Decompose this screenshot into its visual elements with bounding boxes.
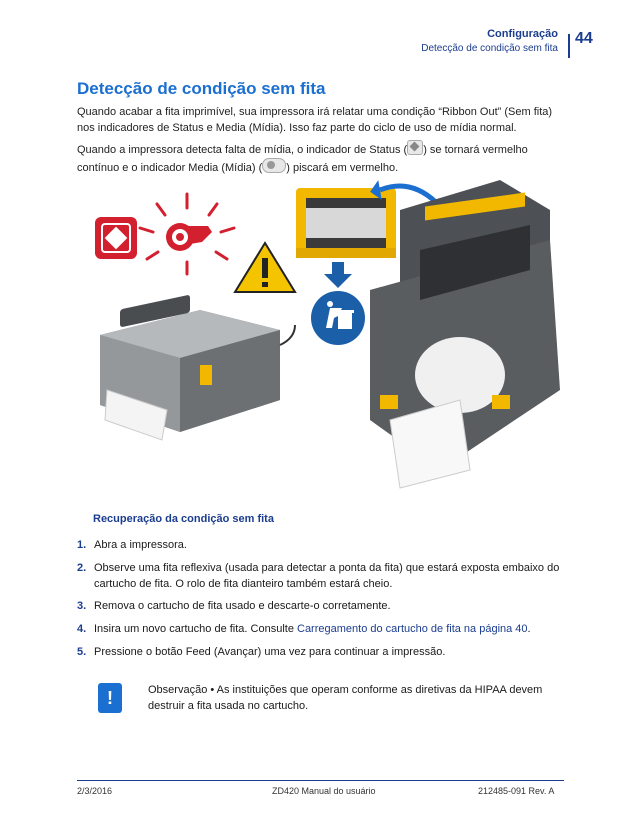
open-printer	[370, 180, 560, 488]
header-subsection: Detecção de condição sem fita	[421, 43, 558, 54]
step-text-b: .	[527, 623, 531, 635]
list-item	[77, 598, 567, 614]
list-item	[77, 621, 567, 637]
recovery-heading: Recuperação da condição sem fita	[93, 513, 274, 525]
step-number: 2.	[77, 562, 87, 574]
status-error-icon	[95, 217, 137, 259]
header-divider	[568, 34, 570, 58]
intro-p2-part-a: Quando a impressora detecta falta de mídia, o indicador de Status (	[77, 144, 408, 156]
intro-p2-part-b: ) se tornará vermelho contínuo e o indicador Media (Mídia) (	[77, 144, 528, 174]
list-item	[77, 644, 567, 660]
note-text: Observação • As instituições que operam conforme as diretivas da HIPAA devem destruir a fita usada no cartucho.	[148, 684, 543, 712]
step-number: 1.	[77, 539, 87, 551]
step-text: Observe uma fita reflexiva (usada para detectar a ponta da fita) que estará exposta embaixo do cartucho de fita. O rolo de fita dianteiro também estará cheio.	[94, 562, 560, 590]
list-item	[77, 537, 567, 553]
step-number: 4.	[77, 623, 87, 635]
media-flashing-icon	[140, 194, 234, 274]
status-indicator-icon	[407, 140, 423, 155]
footer-part-number: 212485-091 Rev. A	[478, 786, 555, 796]
cartridge-loading-link[interactable]: Carregamento do cartucho de fita na página 40	[297, 623, 528, 635]
warning-icon	[235, 243, 295, 292]
list-item	[77, 560, 567, 592]
step-text-a: Insira um novo cartucho de fita. Consulte	[94, 623, 297, 635]
trash-disposal-icon	[311, 291, 365, 345]
step-text: Abra a impressora.	[94, 539, 187, 551]
step-number: 5.	[77, 646, 87, 658]
step-text: Remova o cartucho de fita usado e descarte-o corretamente.	[94, 600, 391, 612]
step-text	[94, 621, 564, 637]
closed-printer	[100, 295, 295, 440]
page-title: Detecção de condição sem fita	[77, 79, 326, 98]
page-number: 44	[575, 30, 593, 47]
header-section: Configuração	[487, 28, 558, 40]
step-text: Pressione o botão Feed (Avançar) uma vez para continuar a impressão.	[94, 646, 446, 658]
intro-paragraph-1: Quando acabar a fita imprimível, sua impressora irá relatar uma condição “Ribbon Out” (Sem fita) nos indicadores de Status e Media (Mídia). Isso faz parte do ciclo de uso de mídia normal.	[77, 106, 553, 134]
note-alert-icon: !	[98, 683, 122, 713]
discard-arrow	[324, 262, 352, 288]
footer-manual-title: ZD420 Manual do usuário	[272, 786, 376, 796]
footer-date: 2/3/2016	[77, 786, 113, 796]
intro-p2-part-c: ) piscará em vermelho.	[286, 162, 399, 174]
footer-rule	[77, 780, 564, 781]
ribbon-out-illustration	[80, 170, 570, 500]
step-number: 3.	[77, 600, 87, 612]
